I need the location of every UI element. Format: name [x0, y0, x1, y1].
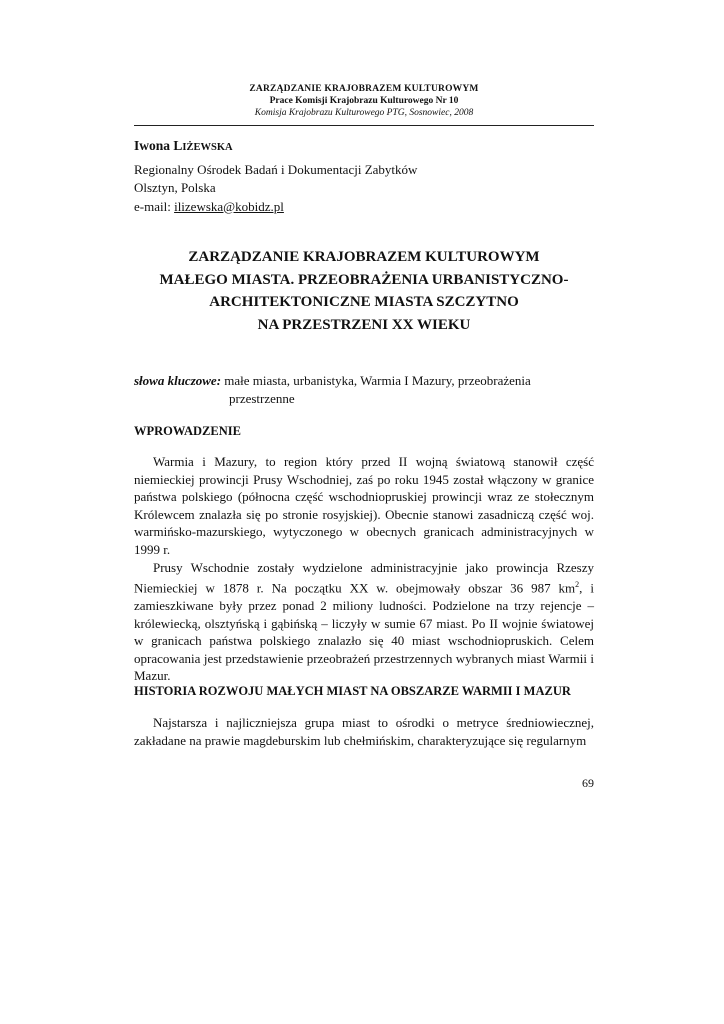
- intro-paragraph-2-b: , i zamieszkiwane były przez ponad 2 miliony ludności. Podzielone na trzy rejencje – królewiecką, olsztyńską i gąbińską – liczyły w sumie 67 miast. Po II wojnie światowej w granicach państwa polskiego znalazło się 40 miast wschodniopruskich. Celem opracowania jest przedstawienie przeobrażeń przestrzennych wybranych miast Warmii i Mazur.: [134, 580, 594, 684]
- intro-body: [134, 453, 594, 685]
- running-header: [134, 83, 594, 119]
- author-location: Olsztyn, Polska: [134, 180, 216, 195]
- series-title: Prace Komisji Krajobrazu Kulturowego Nr 10: [269, 96, 459, 106]
- intro-paragraph-1: Warmia i Mazury, to region który przed II wojną światową stanowił część niemieckiej prowincji Prusy Wschodniej, zaś po roku 1945 został włączony w granice państwa polskiego (północna część wschodniopruskiej prowincji wraz ze stołecznym Królewcem znalazła się po stronie rosyjskiej). Obecnie stanowi zasadniczą część woj. warmińsko-mazurskiego, wytyczonego w obecnych granicach administracyjnych w 1999 r.: [134, 454, 594, 557]
- author-surname-initial: L: [173, 138, 183, 153]
- superscript-2: 2: [575, 580, 580, 590]
- page-number: 69: [582, 776, 594, 790]
- history-body: [134, 714, 594, 749]
- keywords-block: [134, 372, 594, 407]
- title-line-2: MAŁEGO MIASTA. PRZEOBRAŻENIA URBANISTYCZNO-: [159, 271, 569, 288]
- author-affiliation: Regionalny Ośrodek Badań i Dokumentacji Zabytków: [134, 161, 418, 177]
- intro-paragraph-2: [134, 559, 594, 685]
- journal-title: ZARZĄDZANIE KRAJOBRAZEM KULTUROWYM: [249, 84, 479, 94]
- title-line-3: ARCHITEKTONICZNE MIASTA SZCZYTNO: [209, 294, 519, 310]
- author-first-name: Iwona: [134, 138, 174, 153]
- keywords-text-1: małe miasta, urbanistyka, Warmia I Mazury, przeobrażenia: [221, 373, 531, 388]
- author-block: [134, 137, 594, 216]
- keywords-label: słowa kluczowe:: [134, 373, 222, 388]
- email-link[interactable]: ilizewska@kobidz.pl: [174, 198, 284, 214]
- history-paragraph-1: Najstarsza i najliczniejsza grupa miast to ośrodki o metryce średniowiecznej, zakładane na prawie magdeburskim lub chełmińskim, charakteryzujące się regularnym: [134, 715, 594, 748]
- header-rule: [134, 125, 594, 126]
- section-heading-history: HISTORIA ROZWOJU MAŁYCH MIAST NA OBSZARZE WARMII I MAZUR: [134, 684, 571, 698]
- intro-paragraph-2-a: Prusy Wschodnie zostały wydzielone administracyjnie jako prowincja Rzeszy Niemieckiej w 1878 r. Na początku XX w. obejmowały obszar 36 987 km: [134, 559, 594, 596]
- author-name: [134, 137, 594, 158]
- email-label: e-mail:: [134, 198, 175, 214]
- publisher-line: Komisja Krajobrazu Kulturowego PTG, Sosnowiec, 2008: [254, 108, 474, 118]
- title-line-4: NA PRZESTRZENI XX WIEKU: [257, 316, 471, 333]
- author-email-line: [134, 198, 594, 217]
- keywords-line-1: [134, 372, 594, 390]
- keywords-text-2: przestrzenne: [229, 390, 295, 406]
- title-line-1: ZARZĄDZANIE KRAJOBRAZEM KULTUROWYM: [188, 249, 540, 265]
- section-heading-intro: WPROWADZENIE: [134, 424, 241, 438]
- paper-title: [134, 246, 594, 336]
- author-surname-rest: IŻEWSKA: [182, 142, 233, 153]
